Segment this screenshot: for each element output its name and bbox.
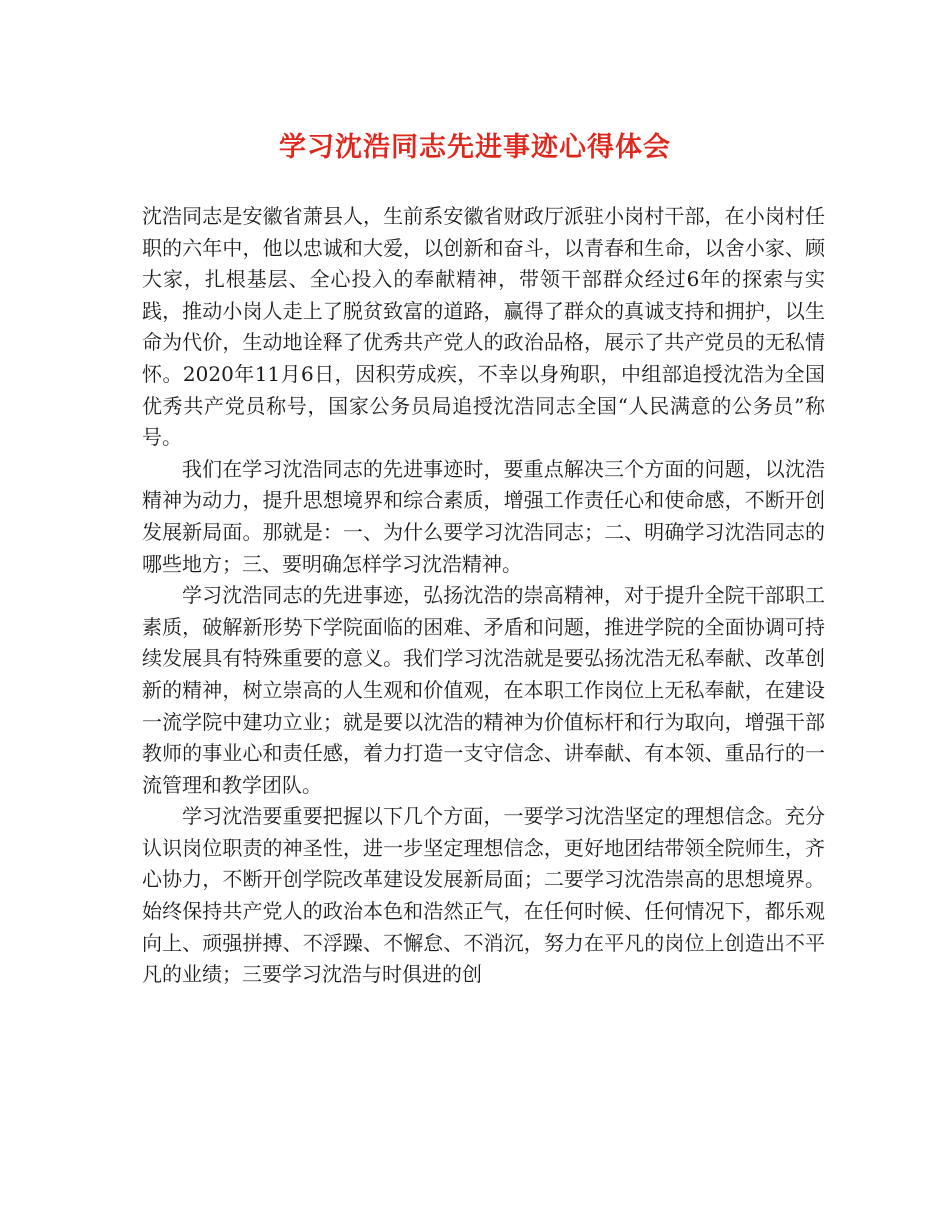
paragraph-1: 沈浩同志是安徽省萧县人，生前系安徽省财政厅派驻小岗村干部，在小岗村任职的六年中，他以忠诚和大爱，以创新和奋斗，以青春和生命，以舍小家、顾大家，扎根基层、全心投入的奉献精神，带领干部群众经过6年的探索与实践，推动小岗人走上了脱贫致富的道路，赢得了群众的真诚支持和拥护，以生命为代价，生动地诠释了优秀共产党人的政治品格，展示了共产党员的无私情怀。2020年11月6日，因积劳成疾，不幸以身殉职，中组部追授沈浩为全国优秀共产党员称号，国家公务员局追授沈浩同志全国“人民满意的公务员”称号。 <box>142 204 825 450</box>
paragraph-4: 学习沈浩要重要把握以下几个方面，一要学习沈浩坚定的理想信念。充分认识岗位职责的神圣性，进一步坚定理想信念，更好地团结带领全院师生，齐心协力，不断开创学院改革建设发展新局面；二要学习沈浩崇高的思想境界。始终保持共产党人的政治本色和浩然正气，在任何时候、任何情况下，都乐观向上、顽强拼搏、不浮躁、不懈怠、不消沉，努力在平凡的岗位上创造出不平凡的业绩；三要学习沈浩与时俱进的创 <box>142 804 825 987</box>
document-body <box>142 201 825 991</box>
paragraph-2: 我们在学习沈浩同志的先进事迹时，要重点解决三个方面的问题，以沈浩精神为动力，提升思想境界和综合素质，增强工作责任心和使命感，不断开创发展新局面。那就是：一、为什么要学习沈浩同志；二、明确学习沈浩同志的哪些地方；三、要明确怎样学习沈浩精神。 <box>142 456 825 576</box>
paragraph-3: 学习沈浩同志的先进事迹，弘扬沈浩的崇高精神，对于提升全院干部职工素质，破解新形势下学院面临的困难、矛盾和问题，推进学院的全面协调可持续发展具有特殊重要的意义。我们学习沈浩就是要弘扬沈浩无私奉献、改革创新的精神，树立崇高的人生观和价值观，在本职工作岗位上无私奉献，在建设一流学院中建功立业；就是要以沈浩的精神为价值标杆和行为取向，增强干部教师的事业心和责任感，着力打造一支守信念、讲奉献、有本领、重品行的一流管理和教学团队。 <box>142 583 825 797</box>
document-title: 学习沈浩同志先进事迹心得体会 <box>279 132 671 163</box>
